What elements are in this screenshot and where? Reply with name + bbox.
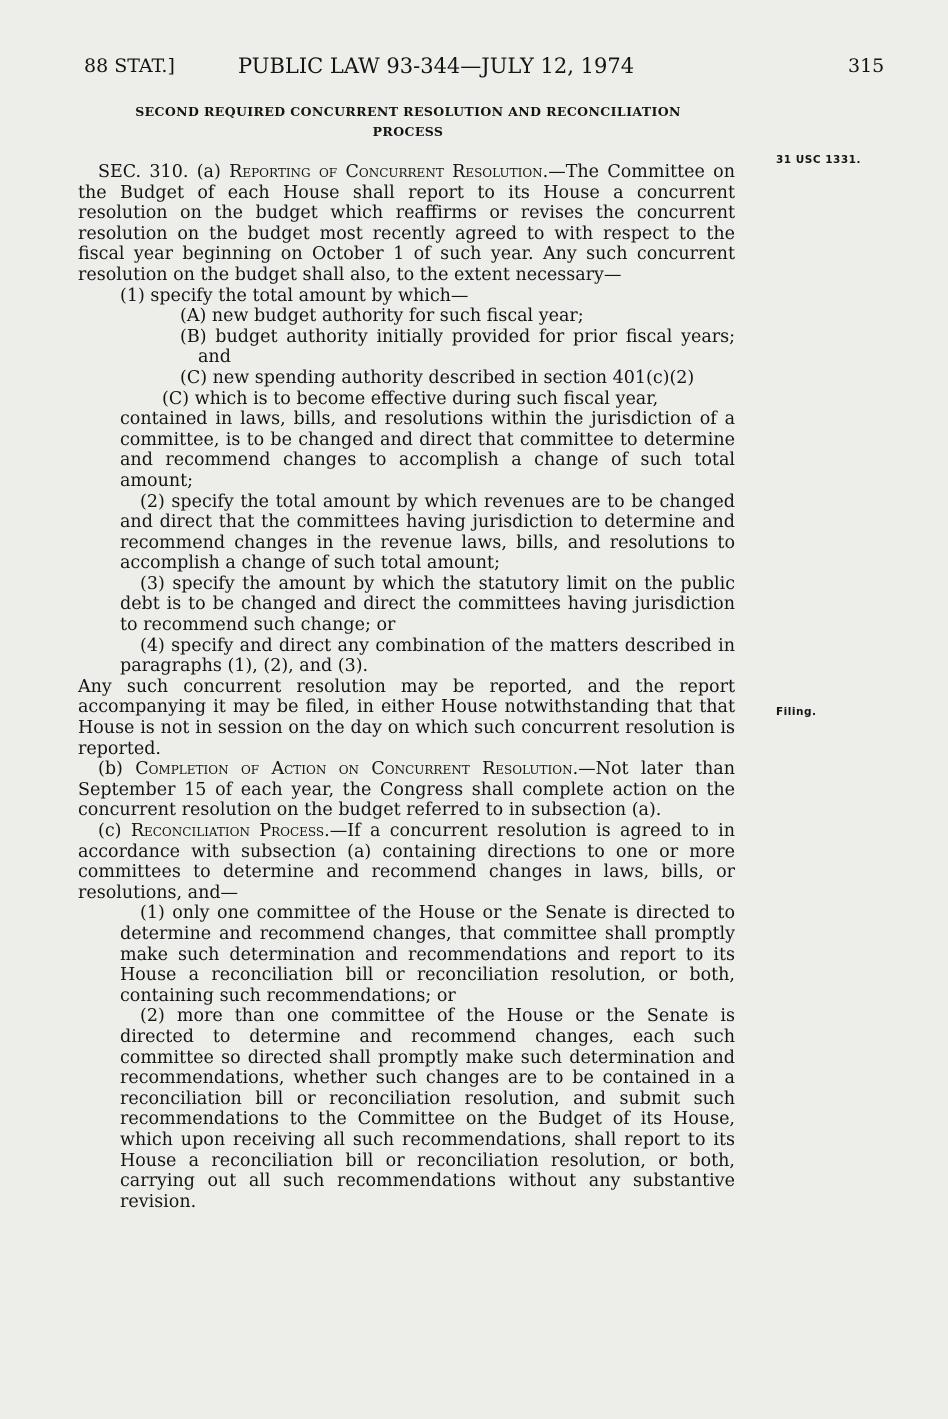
item-2: (2) specify the total amount by which revenues are to be changed and direct that the committees having jurisdiction to determine and recommend changes in the revenue laws, bills, and resolutions to accomplish a change of such total amount; — [120, 491, 735, 574]
filing-paragraph: Any such concurrent resolution may be reported, and the report accompanying it may be filed, in either House notwithstanding that that House is not in session on the day on which such concurrent resolution is reported. — [78, 676, 735, 759]
caption-reporting: Reporting of Concurrent Resolution. — [229, 162, 549, 182]
margin-note-usc: 31 USC 1331. — [776, 154, 861, 166]
paragraph-310c: (c) Reconciliation Process.—If a concurrent resolution is agreed to in accordance with subsection (a) containing directions to one or more committees to determine and recommend changes in laws, bills, or resolutions, and— — [78, 821, 735, 903]
page-number: 315 — [848, 55, 885, 77]
section-title — [78, 102, 738, 142]
item-1C-second: (C) which is to become effective during such fiscal year, — [162, 388, 659, 409]
item-4: (4) specify and direct any combination of the matters described in paragraphs (1), (2), and (3). — [120, 635, 735, 677]
paragraph-310b: (b) Completion of Action on Concurrent Resolution.—Not later than September 15 of each year, the Congress shall complete action on the concurrent resolution on the budget referred to in subsection (a). — [78, 759, 735, 821]
header-statute-ref: 88 STAT.] — [84, 55, 175, 77]
item-1A: (A) new budget authority for such fiscal year; — [180, 306, 584, 327]
item-1C-first: (C) new spending authority described in section 401(c)(2) — [180, 367, 695, 388]
item-1: (1) specify the total amount by which— — [120, 285, 469, 306]
caption-reconciliation: Reconciliation Process. — [130, 821, 330, 841]
paragraph-310a-text: —The Committee on the Budget of each House shall report to its House a concurrent resolution on the budget which reaffirms or revises the concurrent resolution on the budget most recently agreed to with respect to the fiscal year beginning on October 1 of such year. Any such concurrent resolution on the budget shall also, to the extent necessary— — [78, 162, 735, 285]
margin-note-filing: Filing. — [776, 706, 817, 718]
item-3: (3) specify the amount by which the statutory limit on the public debt is to be changed and direct the committees having jurisdiction to recommend such change; or — [120, 573, 735, 636]
section-number: SEC. 310. (a) — [98, 162, 230, 182]
item-1B: (B) budget authority initially provided for prior fiscal years; and — [180, 326, 735, 368]
caption-completion: Completion of Action on Concurrent Resolution. — [135, 759, 579, 780]
paragraph-310a — [78, 162, 735, 286]
item-1-continuation: contained in laws, bills, and resolutions within the jurisdiction of a committee, is to be changed and direct that committee to determine and recommend changes to accomplish a change of such total amount; — [120, 409, 735, 491]
section-title-line1: SECOND REQUIRED CONCURRENT RESOLUTION AND RECONCILIATION — [135, 104, 681, 119]
section-body — [78, 162, 735, 1212]
header-title: PUBLIC LAW 93-344—JULY 12, 1974 — [238, 54, 635, 78]
item-c2: (2) more than one committee of the House or the Senate is directed to determine and recommend changes, each such committee so directed shall promptly make such determination and recommendations, whether such changes are to be contained in a reconciliation bill or reconciliation resolution, and submit such recommendations to the Committee on the Budget of its House, which upon receiving all such recommendations, shall report to its House a reconciliation bill or reconciliation resolution, or both, carrying out all such recommendations without any substantive revision. — [120, 1006, 735, 1212]
section-title-line2: PROCESS — [372, 124, 444, 139]
item-c1: (1) only one committee of the House or the Senate is directed to determine and recommend changes, that committee shall promptly make such determination and recommendations and report to its House a reconciliation bill or reconciliation resolution, or both, containing such recommendations; or — [120, 903, 735, 1006]
